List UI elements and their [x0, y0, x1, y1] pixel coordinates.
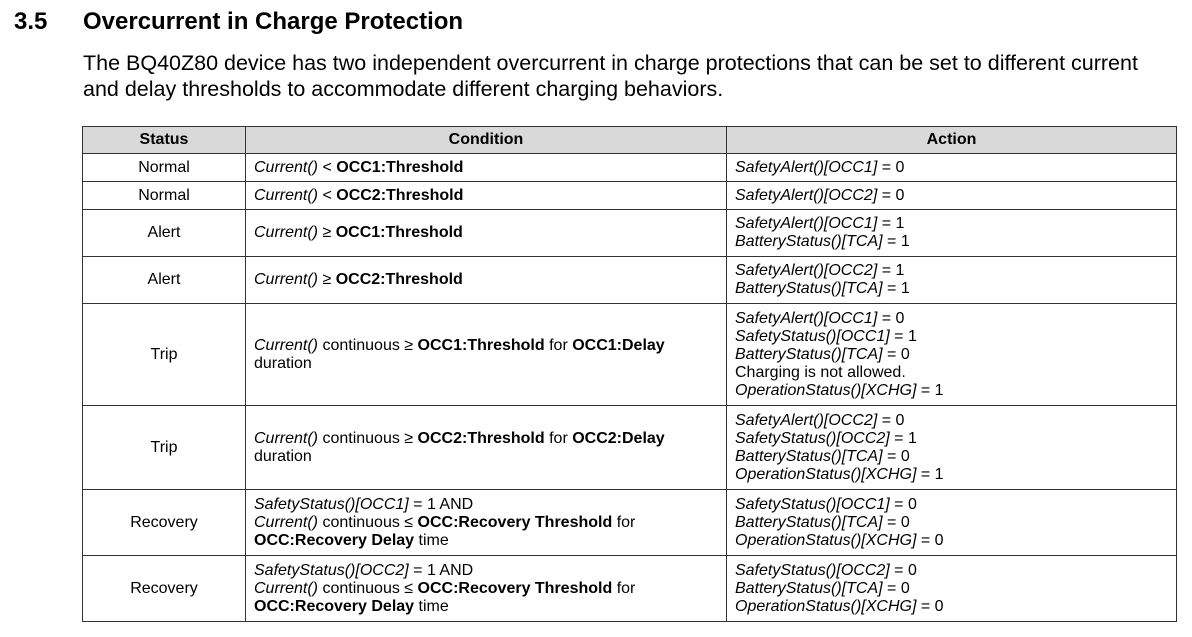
- condition-operator: <: [318, 158, 337, 176]
- condition-parameter: OCC:Recovery Delay: [254, 597, 415, 615]
- action-flag: SafetyAlert()[OCC1]: [735, 309, 878, 327]
- action-cell: [727, 257, 1177, 304]
- action-value: = 1: [889, 429, 917, 447]
- action-value: = 1: [877, 262, 905, 279]
- action-cell: [727, 556, 1177, 622]
- action-cell: [727, 304, 1177, 406]
- action-flag: SafetyAlert()[OCC2]: [735, 262, 878, 279]
- condition-connector: time: [414, 531, 449, 549]
- condition-function: Current(): [254, 158, 319, 176]
- condition-connector: for: [612, 579, 636, 597]
- action-value: = 0: [882, 513, 910, 531]
- condition-line: [254, 355, 718, 373]
- condition-function: Current(): [254, 271, 319, 288]
- action-cell: [727, 406, 1177, 490]
- action-flag: OperationStatus()[XCHG]: [735, 597, 917, 615]
- condition-function: SafetyStatus()[OCC1]: [254, 495, 409, 513]
- action-line: [735, 466, 1168, 484]
- action-line: [735, 364, 1168, 382]
- condition-function: Current(): [254, 579, 319, 597]
- action-flag: OperationStatus()[XCHG]: [735, 465, 917, 483]
- condition-operator: continuous ≥: [318, 336, 418, 354]
- condition-line: [254, 159, 718, 177]
- action-line: [735, 412, 1168, 430]
- condition-function: Current(): [254, 336, 319, 354]
- action-flag: OperationStatus()[XCHG]: [735, 531, 917, 549]
- condition-parameter: OCC2:Threshold: [335, 271, 463, 288]
- condition-parameter: OCC2:Threshold: [417, 429, 545, 447]
- action-line: [735, 233, 1168, 251]
- condition-function: SafetyStatus()[OCC2]: [254, 561, 409, 579]
- action-value: = 0: [877, 309, 905, 327]
- action-line: [735, 310, 1168, 328]
- table-row: [83, 154, 1177, 182]
- action-flag: BatteryStatus()[TCA]: [735, 513, 883, 531]
- status-cell: Recovery: [83, 490, 246, 556]
- action-value: = 0: [916, 597, 944, 615]
- action-flag: SafetyStatus()[OCC2]: [735, 561, 890, 579]
- condition-line: [254, 598, 718, 616]
- table-header-row: [83, 127, 1177, 154]
- action-line: [735, 496, 1168, 514]
- condition-line: [254, 430, 718, 448]
- protection-table: [82, 126, 1177, 622]
- condition-parameter: OCC1:Delay: [572, 336, 665, 354]
- action-cell: [727, 210, 1177, 257]
- action-value: = 1: [916, 381, 944, 399]
- action-flag: SafetyStatus()[OCC2]: [735, 429, 890, 447]
- condition-line: [254, 580, 718, 598]
- condition-operator: continuous ≥: [318, 429, 418, 447]
- section-number: 3.5: [14, 8, 48, 35]
- condition-parameter: OCC1:Threshold: [336, 158, 464, 176]
- action-value: = 0: [877, 411, 905, 429]
- condition-line: [254, 514, 718, 532]
- table-row: [83, 490, 1177, 556]
- condition-connector: for: [544, 429, 573, 447]
- condition-parameter: OCC:Recovery Threshold: [417, 579, 613, 597]
- status-cell: Trip: [83, 406, 246, 490]
- section-intro: The BQ40Z80 device has two independent overcurrent in charge protections that can be set to different current and delay thresholds to accommodate different charging behaviors.: [83, 51, 1138, 101]
- table-row: [83, 257, 1177, 304]
- condition-operator: = 1 AND: [408, 495, 474, 513]
- header-action: Action: [727, 127, 1177, 154]
- action-line: [735, 382, 1168, 400]
- condition-line: [254, 224, 718, 242]
- action-line: [735, 328, 1168, 346]
- action-value: = 1: [877, 215, 905, 232]
- condition-operator: continuous ≤: [318, 579, 418, 597]
- action-value: = 0: [882, 579, 910, 597]
- condition-cell: [246, 257, 727, 304]
- condition-parameter: OCC2:Delay: [572, 429, 665, 447]
- condition-parameter: OCC:Recovery Threshold: [417, 513, 613, 531]
- action-flag: SafetyAlert()[OCC1]: [735, 158, 878, 176]
- action-flag: OperationStatus()[XCHG]: [735, 381, 917, 399]
- action-line: [735, 262, 1168, 280]
- condition-connector: for: [544, 336, 573, 354]
- action-flag: SafetyStatus()[OCC1]: [735, 327, 890, 345]
- condition-cell: [246, 304, 727, 406]
- action-flag: SafetyAlert()[OCC1]: [735, 215, 878, 232]
- action-cell: [727, 490, 1177, 556]
- action-line: [735, 514, 1168, 532]
- action-line: [735, 532, 1168, 550]
- condition-connector: for: [612, 513, 636, 531]
- action-value: = 0: [882, 345, 910, 363]
- table-body: [83, 154, 1177, 622]
- status-cell: Alert: [83, 210, 246, 257]
- action-flag: SafetyAlert()[OCC2]: [735, 186, 878, 204]
- action-flag: BatteryStatus()[TCA]: [735, 447, 883, 465]
- action-value: = 1: [916, 465, 944, 483]
- condition-line: [254, 448, 718, 466]
- condition-parameter: OCC1:Threshold: [417, 336, 545, 354]
- action-flag: SafetyAlert()[OCC2]: [735, 411, 878, 429]
- condition-operator: = 1 AND: [408, 561, 474, 579]
- action-flag: BatteryStatus()[TCA]: [735, 345, 883, 363]
- condition-function: Current(): [254, 186, 319, 204]
- condition-cell: [246, 556, 727, 622]
- action-value: = 0: [877, 158, 905, 176]
- action-line: [735, 215, 1168, 233]
- action-flag: BatteryStatus()[TCA]: [735, 579, 883, 597]
- condition-line: [254, 337, 718, 355]
- action-text: Charging is not allowed.: [735, 363, 906, 381]
- status-cell: Normal: [83, 182, 246, 210]
- condition-parameter: OCC2:Threshold: [336, 186, 464, 204]
- condition-line: [254, 496, 718, 514]
- table-row: [83, 406, 1177, 490]
- condition-line: [254, 271, 718, 289]
- table-row: [83, 210, 1177, 257]
- action-value: = 0: [882, 447, 910, 465]
- condition-operator: <: [318, 186, 337, 204]
- status-cell: Recovery: [83, 556, 246, 622]
- action-line: [735, 187, 1168, 205]
- condition-cell: [246, 154, 727, 182]
- action-line: [735, 448, 1168, 466]
- action-flag: BatteryStatus()[TCA]: [735, 233, 883, 250]
- header-status: Status: [83, 127, 246, 154]
- action-flag: BatteryStatus()[TCA]: [735, 280, 883, 297]
- condition-line: [254, 562, 718, 580]
- action-cell: [727, 154, 1177, 182]
- action-line: [735, 430, 1168, 448]
- condition-parameter: OCC1:Threshold: [335, 224, 463, 241]
- action-value: = 0: [916, 531, 944, 549]
- condition-parameter: OCC:Recovery Delay: [254, 531, 415, 549]
- condition-function: Current(): [254, 513, 319, 531]
- condition-operator: ≥: [318, 224, 336, 241]
- condition-text: duration: [254, 354, 312, 372]
- header-condition: Condition: [246, 127, 727, 154]
- action-line: [735, 580, 1168, 598]
- condition-line: [254, 532, 718, 550]
- status-cell: Trip: [83, 304, 246, 406]
- action-value: = 0: [889, 561, 917, 579]
- action-line: [735, 598, 1168, 616]
- action-flag: SafetyStatus()[OCC1]: [735, 495, 890, 513]
- action-line: [735, 562, 1168, 580]
- condition-cell: [246, 490, 727, 556]
- action-line: [735, 159, 1168, 177]
- condition-function: Current(): [254, 429, 319, 447]
- condition-cell: [246, 182, 727, 210]
- condition-text: duration: [254, 447, 312, 465]
- section-title: Overcurrent in Charge Protection: [83, 8, 464, 35]
- action-line: [735, 280, 1168, 298]
- condition-function: Current(): [254, 224, 319, 241]
- condition-operator: continuous ≤: [318, 513, 418, 531]
- condition-cell: [246, 210, 727, 257]
- condition-operator: ≥: [318, 271, 336, 288]
- action-value: = 1: [882, 233, 910, 250]
- status-cell: Alert: [83, 257, 246, 304]
- action-value: = 0: [889, 495, 917, 513]
- condition-connector: time: [414, 597, 449, 615]
- action-value: = 0: [877, 186, 905, 204]
- table-row: [83, 182, 1177, 210]
- action-line: [735, 346, 1168, 364]
- action-cell: [727, 182, 1177, 210]
- action-value: = 1: [882, 280, 910, 297]
- action-value: = 1: [889, 327, 917, 345]
- status-cell: Normal: [83, 154, 246, 182]
- table-row: [83, 556, 1177, 622]
- condition-line: [254, 187, 718, 205]
- table-row: [83, 304, 1177, 406]
- condition-cell: [246, 406, 727, 490]
